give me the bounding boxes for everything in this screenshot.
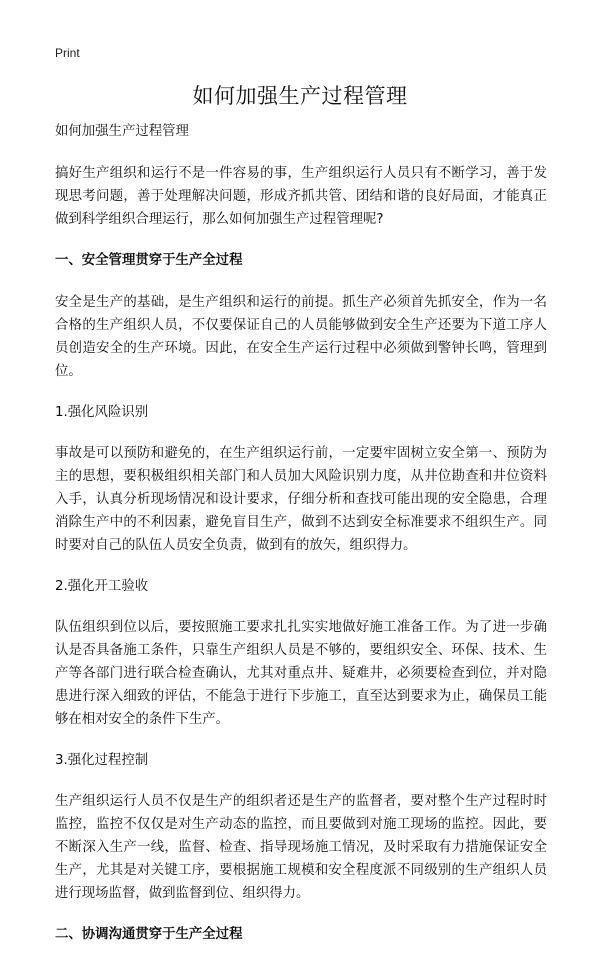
section-heading-safety: 一、安全管理贯穿于生产全过程 — [55, 253, 243, 268]
section-heading-coordination: 二、协调沟通贯穿于生产全过程 — [55, 927, 243, 942]
paragraph-process-control: 生产组织运行人员不仅是生产的组织者还是生产的监督者，要对整个生产过程时时监控，监控不仅仅是对生产动态的监控，而且要做到对施工现场的监控。因此，要不断深入生产一线，监督、检查、指导现场施工情况，及时采取有力措施保证安全生产，尤其是对关键工序，要根据施工规模和安全程度派不同级别的生产组织人员进行现场监督，做到监督到位、组织得力。 — [55, 794, 547, 901]
print-link[interactable]: Print — [55, 46, 80, 60]
intro-paragraph: 搞好生产组织和运行不是一件容易的事，生产组织运行人员只有不断学习，善于发现思考问题，善于处理解决问题，形成齐抓共管、团结和谐的良好局面，才能真正做到科学组织合理运行，那么如何加强生产过程管理呢? — [55, 166, 547, 227]
document-subtitle: 如何加强生产过程管理 — [55, 124, 189, 139]
page-title: 如何加强生产过程管理 — [192, 84, 408, 108]
section-paragraph-safety: 安全是生产的基础，是生产组织和运行的前提。抓生产必须首先抓安全，作为一名合格的生产组织人员，不仅要保证自己的人员能够做到安全生产还要为下道工序人员创造安全的生产环境。因此，在安全生产运行过程中必须做到警钟长鸣，管理到位。 — [55, 295, 547, 379]
subheading-process-control: 3.强化过程控制 — [55, 753, 149, 768]
paragraph-startup-inspection: 队伍组织到位以后，要按照施工要求扎扎实实地做好施工准备工作。为了进一步确认是否具备施工条件，只靠生产组织人员是不够的，要组织安全、环保、技术、生产等各部门进行联合检查确认，尤其对重点井、疑难井，必须要检查到位，并对隐患进行深入细致的评估，不能急于进行下步施工，直至达到要求为止，确保员工能够在相对安全的条件下生产。 — [55, 620, 547, 727]
subheading-risk-identification: 1.强化风险识别 — [55, 405, 149, 420]
paragraph-risk-identification: 事故是可以预防和避免的，在生产组织运行前，一定要牢固树立安全第一、预防为主的思想，要积极组织相关部门和人员加大风险识别力度，从井位勘查和井位资料入手，认真分析现场情况和设计要求，仔细分析和查找可能出现的安全隐患，合理消除生产中的不利因素，避免盲目生产，做到不达到安全标准要求不组织生产。同时要对自己的队伍人员安全负责，做到有的放矢，组织得力。 — [55, 446, 547, 553]
document-body — [55, 120, 547, 965]
subheading-startup-inspection: 2.强化开工验收 — [55, 579, 149, 594]
